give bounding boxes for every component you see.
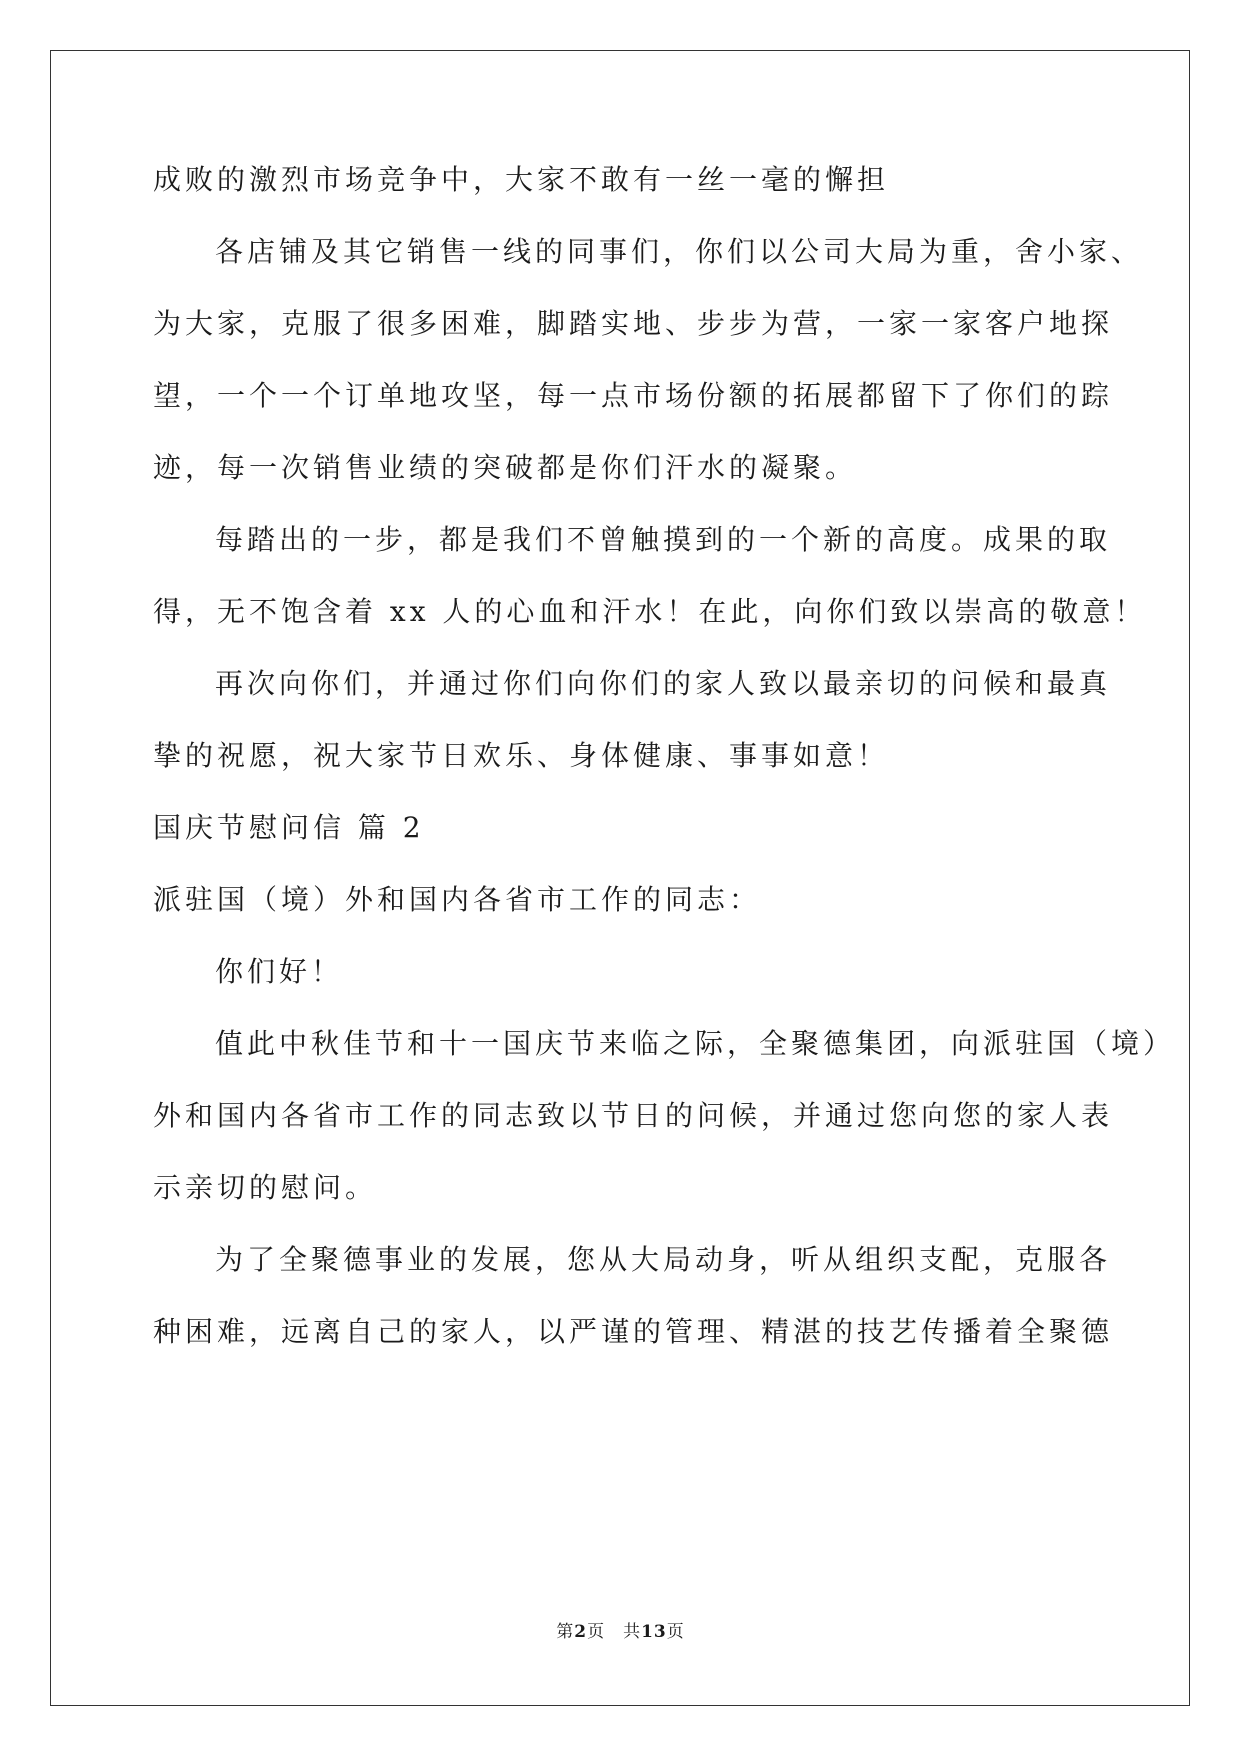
text-line: 外和国内各省市工作的同志致以节日的问候，并通过您向您的家人表 bbox=[153, 1099, 1114, 1132]
total-suffix: 页 bbox=[666, 1622, 685, 1642]
text-line: 挚的祝愿，祝大家节日欢乐、身体健康、事事如意！ bbox=[153, 739, 890, 772]
greeting: 你们好！ bbox=[215, 955, 344, 988]
text-line: 为了全聚德事业的发展，您从大局动身，听从组织支配，克服各 bbox=[215, 1243, 1112, 1276]
total-pages: 13 bbox=[641, 1622, 667, 1642]
page-suffix: 页 bbox=[587, 1622, 606, 1642]
text-line: 迹，每一次销售业绩的突破都是你们汗水的凝聚。 bbox=[153, 451, 858, 484]
text-line: 为大家，克服了很多困难，脚踏实地、步步为营，一家一家客户地探 bbox=[153, 307, 1114, 340]
text-line: 得，无不饱含着 xx 人的心血和汗水！在此，向你们致以崇高的敬意！ bbox=[153, 595, 1147, 628]
text-line: 成败的激烈市场竞争中，大家不敢有一丝一毫的懈担 bbox=[153, 163, 890, 196]
total-prefix: 共 bbox=[623, 1622, 642, 1642]
text-line: 望，一个一个订单地攻坚，每一点市场份额的拓展都留下了你们的踪 bbox=[153, 379, 1114, 412]
text-line: 再次向你们，并通过你们向你们的家人致以最亲切的问候和最真 bbox=[215, 667, 1112, 700]
text-line: 种困难，远离自己的家人，以严谨的管理、精湛的技艺传播着全聚德 bbox=[153, 1315, 1114, 1348]
page-prefix: 第 bbox=[556, 1622, 575, 1642]
text-line: 示亲切的慰问。 bbox=[153, 1171, 378, 1204]
page-number: 2 bbox=[574, 1622, 588, 1642]
text-line: 各店铺及其它销售一线的同事们，你们以公司大局为重，舍小家、 bbox=[215, 235, 1144, 268]
page-border bbox=[50, 50, 1190, 1706]
text-line: 每踏出的一步，都是我们不曾触摸到的一个新的高度。成果的取 bbox=[215, 523, 1112, 556]
text-line: 值此中秋佳节和十一国庆节来临之际，全聚德集团，向派驻国（境） bbox=[215, 1027, 1176, 1060]
salutation: 派驻国（境）外和国内各省市工作的同志： bbox=[153, 883, 762, 916]
section-heading: 国庆节慰问信 篇 2 bbox=[153, 811, 425, 844]
page-footer bbox=[0, 1620, 1241, 1644]
